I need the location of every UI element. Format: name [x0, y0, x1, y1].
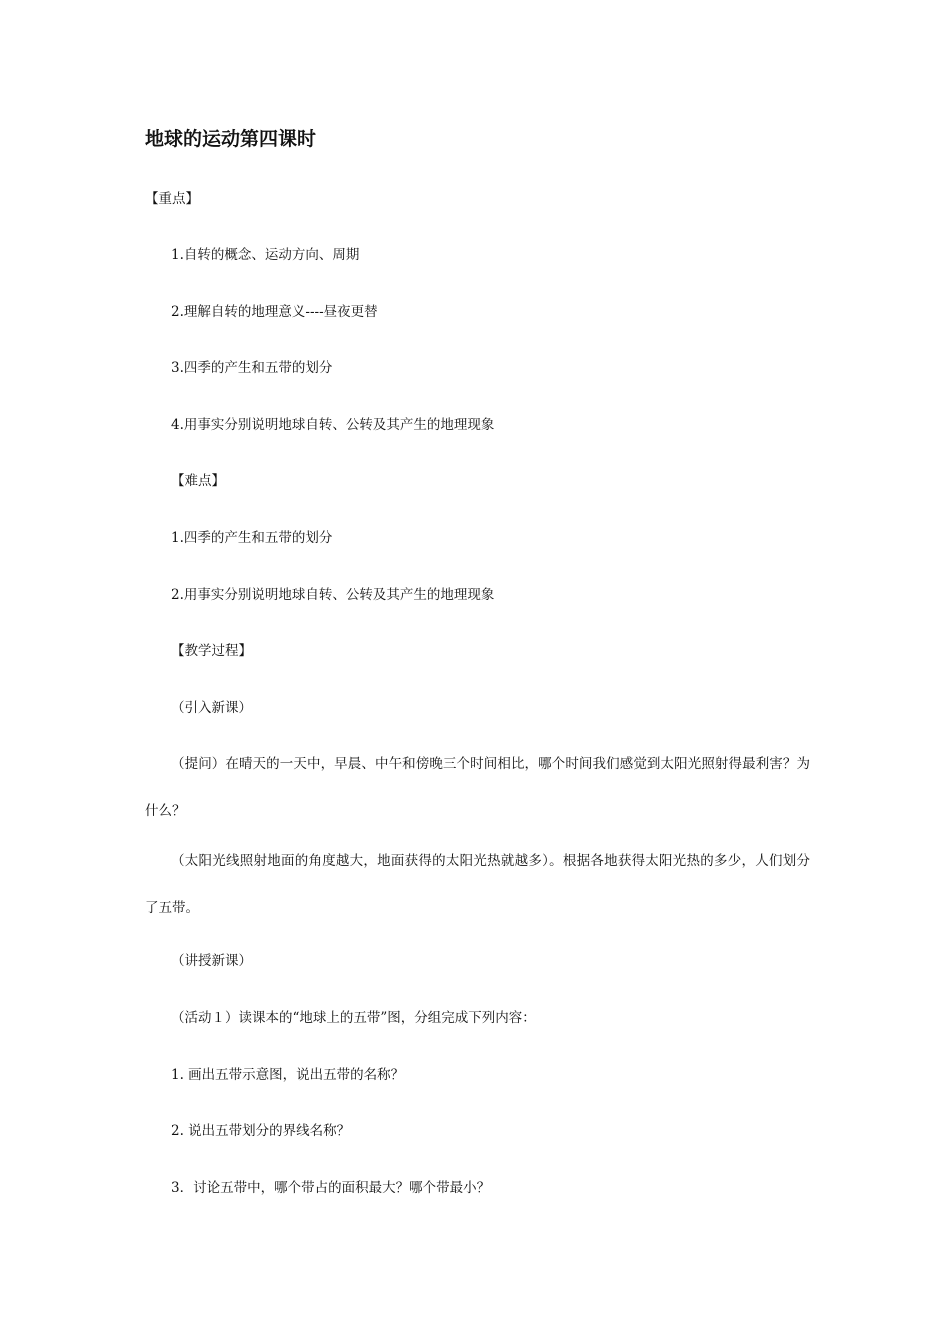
difficult-points-header: 【难点】 [171, 473, 225, 489]
document-title: 地球的运动第四课时 [145, 128, 317, 150]
key-point-item: 4.用事实分别说明地球自转、公转及其产生的地理现象 [171, 417, 495, 433]
key-point-item: 1.自转的概念、运动方向、周期 [171, 247, 360, 263]
activity-item: 1. 画出五带示意图，说出五带的名称？ [171, 1067, 405, 1083]
key-point-item: 3.四季的产生和五带的划分 [171, 360, 333, 376]
difficult-point-item: 2.用事实分别说明地球自转、公转及其产生的地理现象 [171, 587, 495, 603]
activity-item: 2. 说出五带划分的界线名称？ [171, 1123, 351, 1139]
lecture-new-lesson-header: （讲授新课） [171, 953, 252, 969]
key-points-header: 【重点】 [145, 191, 199, 207]
key-point-item: 2.理解自转的地理意义----昼夜更替 [171, 304, 378, 320]
answer-paragraph: （太阳光线照射地面的角度越大，地面获得的太阳光热就越多）。根据各地获得太阳光热的多少，人们划分了五带。 [145, 853, 810, 916]
activity-item: 3．讨论五带中，哪个带占的面积最大？哪个带最小？ [171, 1180, 491, 1196]
intro-new-lesson-header: （引入新课） [171, 700, 252, 716]
activity-intro: （活动１）读课本的“地球上的五带”图，分组完成下列内容： [171, 1010, 536, 1026]
difficult-point-item: 1.四季的产生和五带的划分 [171, 530, 333, 546]
teaching-process-header: 【教学过程】 [171, 643, 252, 659]
question-paragraph: （提问）在晴天的一天中，早晨、中午和傍晚三个时间相比，哪个时间我们感觉到太阳光照射得最利害？为什么？ [145, 756, 810, 819]
